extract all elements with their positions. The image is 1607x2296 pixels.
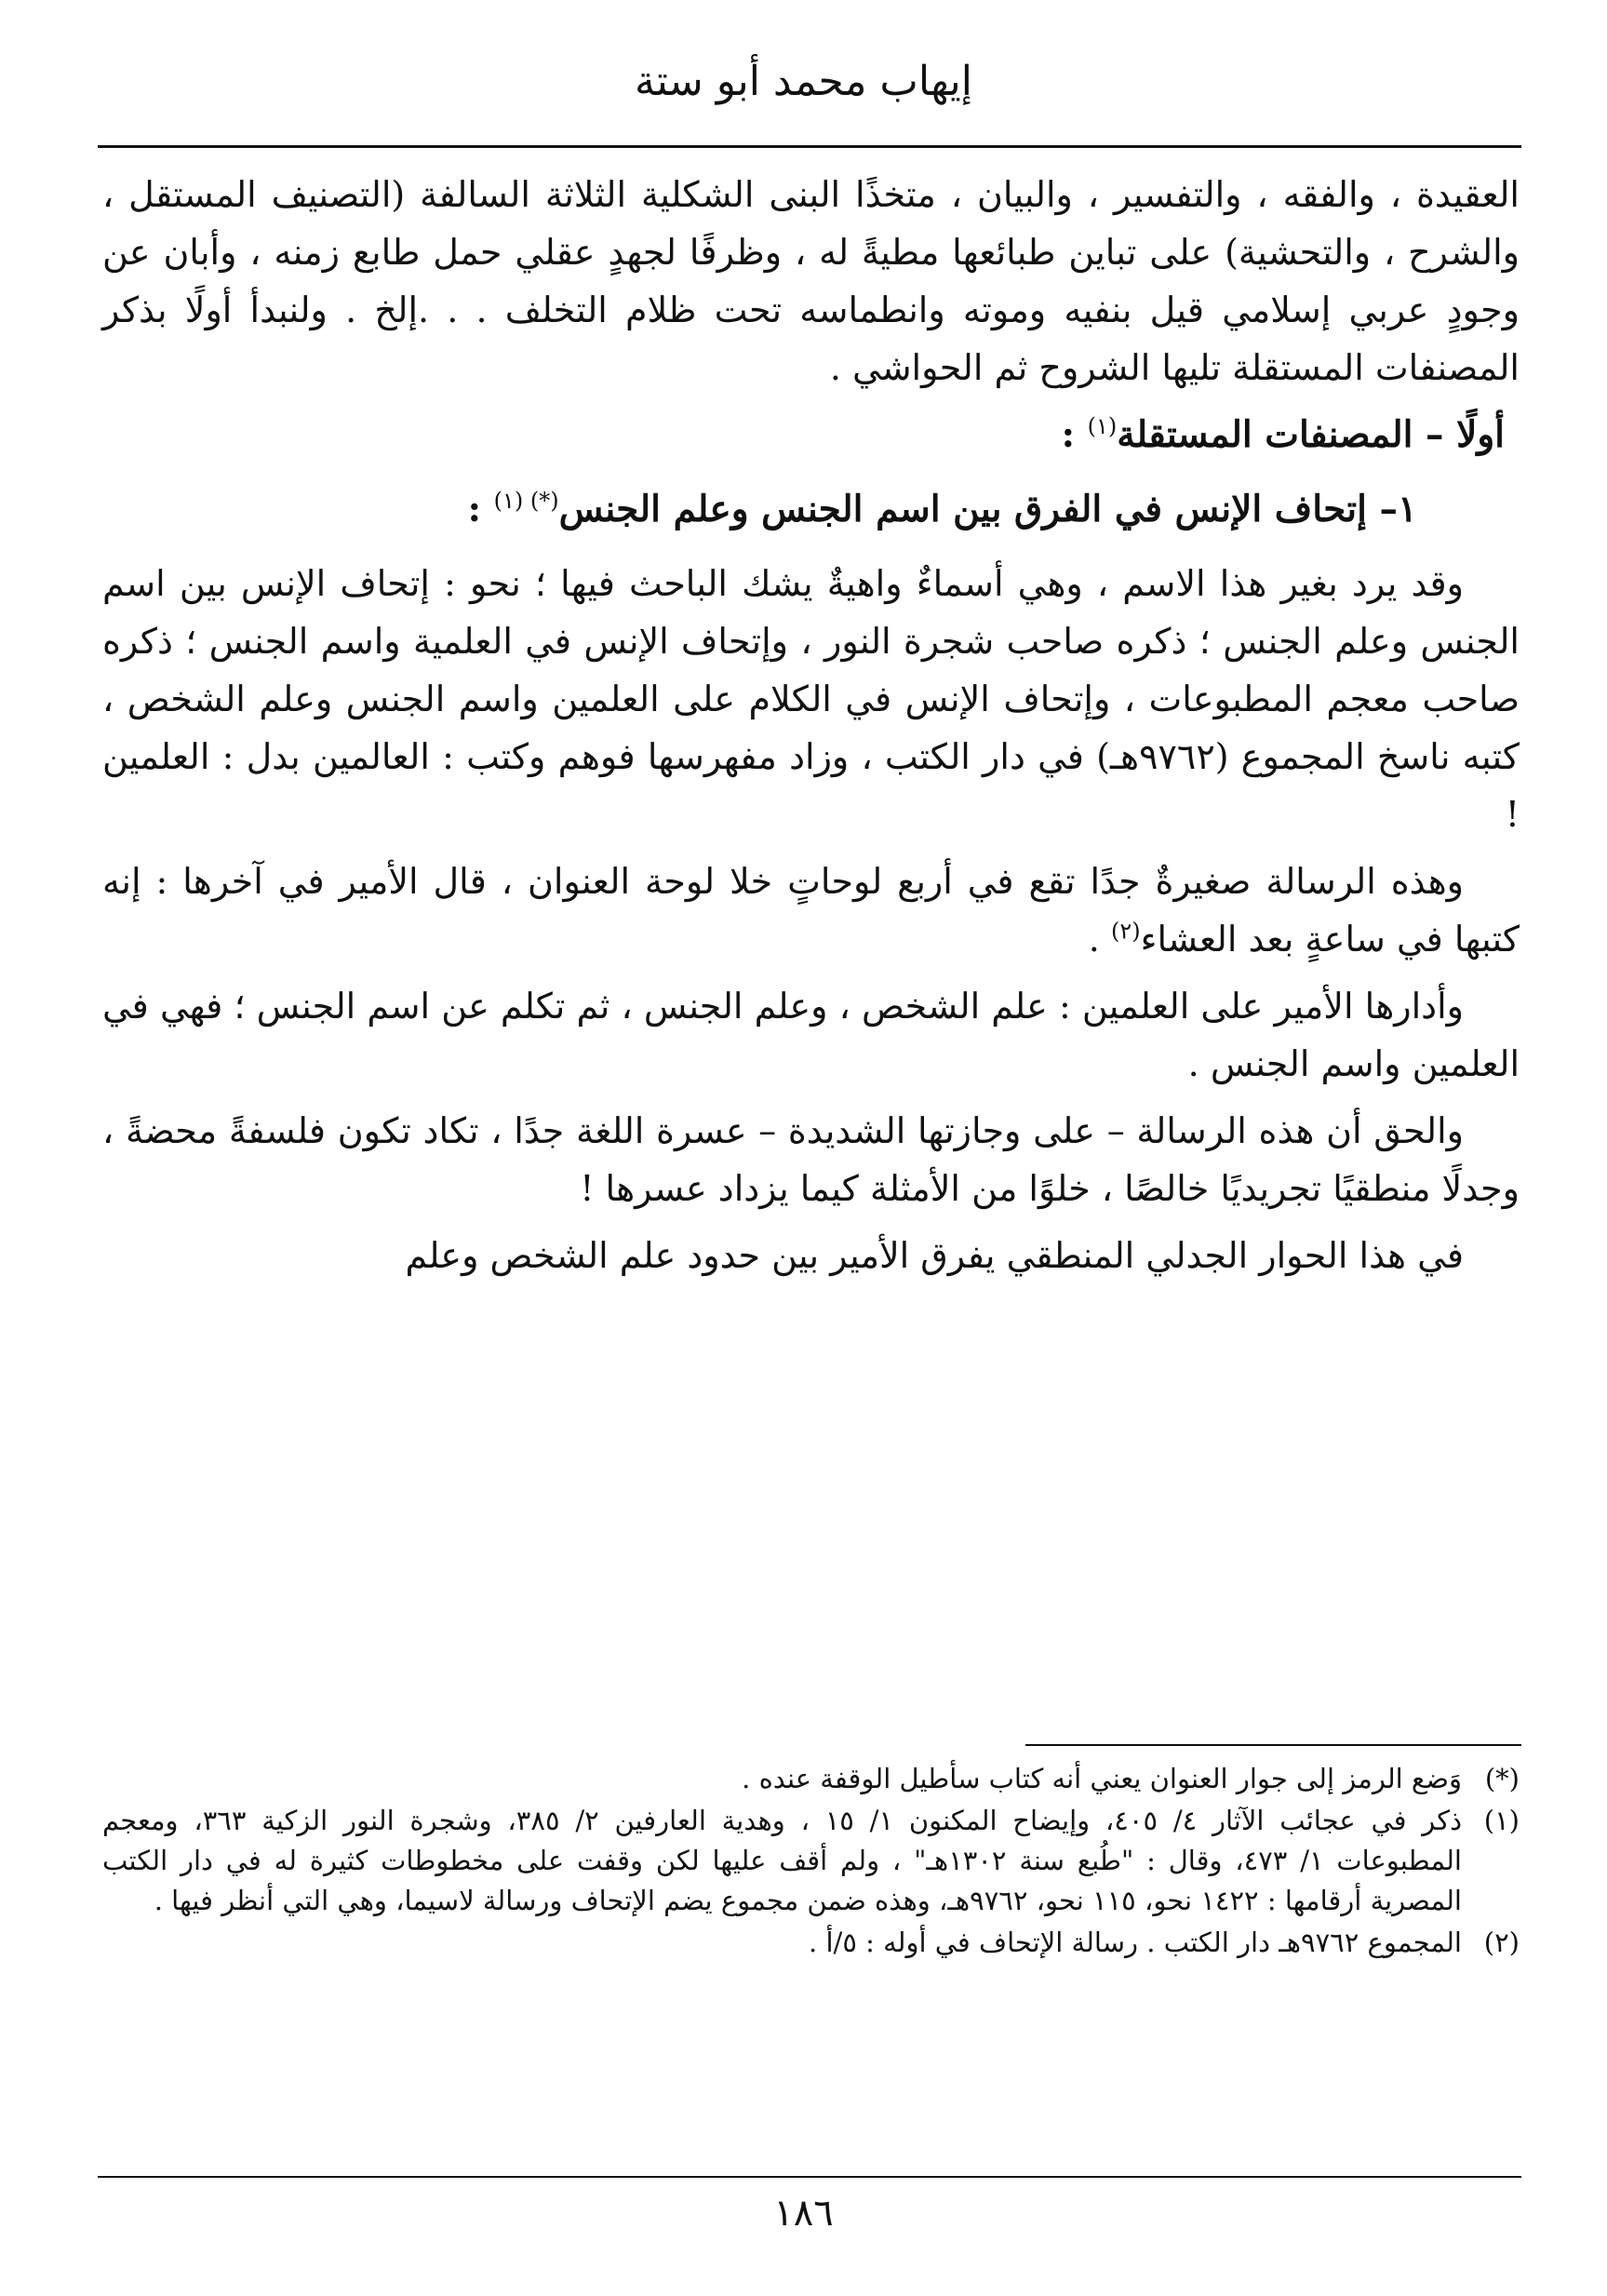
book-heading [102,480,1520,538]
footnote-mark: (٢) [1483,1927,1520,1958]
footnote-ref-2: (٢) [1110,918,1141,945]
paragraph-2: وقد يرد بغير هذا الاسم ، وهي أسماءٌ واهيةٌ يشك الباحث فيها ؛ نحو : إتحاف الإنس بين اسم الجنس وعلم الجنس ؛ ذكره صاحب شجرة النور ، وإتحاف الإنس في العلمية واسم الجنس ؛ ذكره صاحب معجم المطبوعات ، وإتحاف الإنس في الكلام على العلمين واسم الجنس وعلم الشخص ، كتبه ناسخ المجموع (٩٧٦٢هـ) في دار الكتب ، وزاد مفهرسها فوهم وكتب : العالمين بدل : العلمين ! [102,563,1520,835]
footnote-mark: (*) [1484,1763,1520,1794]
footnote-ref-star: (*) (١) [493,488,559,514]
paragraph-3-tail: . [1088,919,1111,960]
section-heading-tail: : [1061,413,1088,456]
book-heading-text: ١– إتحاف الإنس في الفرق بين اسم الجنس وعلم الجنس [558,488,1417,530]
paragraph-3-text: وهذه الرسالة صغيرةٌ جدًا تقع في أربع لوحاتٍ خلا لوحة العنوان ، قال الأمير في آخرها : إنه كتبها في ساعةٍ بعد العشاء [102,861,1520,960]
footnote-item [102,1923,1520,1963]
section-heading-text: أولًا – المصنفات المستقلة [1117,413,1505,456]
page-number: ١٨٦ [773,2192,834,2235]
footer-rule [98,2176,1521,2178]
footnote-text: وَضع الرمز إلى جوار العنوان يعني أنه كتاب سأطيل الوقفة عنده . [742,1763,1462,1794]
footnote-mark: (١) [1483,1805,1520,1836]
footnote-ref-1: (١) [1087,413,1118,439]
paragraph-3 [102,853,1520,968]
footnote-item [102,1801,1520,1921]
paragraph-4: وأدارها الأمير على العلمين : علم الشخص ، وعلم الجنس ، ثم تكلم عن اسم الجنس ؛ فهي في العلمين واسم الجنس . [102,986,1520,1084]
footnote-item [102,1759,1520,1799]
footnote-rule [1025,1744,1521,1746]
section-heading [102,406,1520,463]
header-rule [98,145,1521,148]
book-heading-tail: : [467,488,494,530]
paragraph-5: والحق أن هذه الرسالة – على وجازتها الشديدة – عسرة اللغة جدًا ، تكاد تكون فلسفةً محضةً ، وجدلًا منطقيًا تجريديًا خالصًا ، خلوًا من الأمثلة كيما يزداد عسرها ! [102,1110,1520,1209]
paragraph-6: في هذا الحوار الجدلي المنطقي يفرق الأمير بين حدود علم الشخص وعلم [405,1235,1464,1276]
main-text [102,166,1520,1294]
footnote-text: ذكر في عجائب الآثار ٤/ ٤٠٥، وإيضاح المكنون ١/ ١٥ ، وهدية العارفين ٢/ ٣٨٥، وشجرة النور الزكية ٣٦٣، ومعجم المطبوعات ١/ ٤٧٣، وقال : "طُبع سنة ١٣٠٢هـ" ، ولم أقف عليها لكن وقفت على مخطوطات كثيرة له في دار الكتب المصرية أرقامها : ١٤٢٢ نحو، ١١٥ نحو، ٩٧٦٢هـ، وهذه ضمن مجموع يضم الإتحاف ورسالة لاسيما، وهي التي أنظر فيها . [102,1805,1462,1916]
footnotes [102,1759,1520,1965]
paragraph-1: العقيدة ، والفقه ، والتفسير ، والبيان ، متخذًا البنى الشكلية الثلاثة السالفة (التصنيف المستقل ، والشرح ، والتحشية) على تباين طبائعها مطيةً له ، وظرفًا لجهدٍ عقلي حمل طابع زمنه ، وأبان عن وجودٍ عربي إسلامي قيل بنفيه وموته وانطماسه تحت ظلام التخلف . . .إلخ . ولنبدأ أولًا بذكر المصنفات المستقلة تليها الشروح ثم الحواشي . [102,174,1520,388]
footnote-text: المجموع ٩٧٦٢هـ دار الكتب . رسالة الإتحاف في أوله : ٥/أ . [809,1927,1462,1958]
running-header: إيهاب محمد أبو ستة [635,58,972,105]
